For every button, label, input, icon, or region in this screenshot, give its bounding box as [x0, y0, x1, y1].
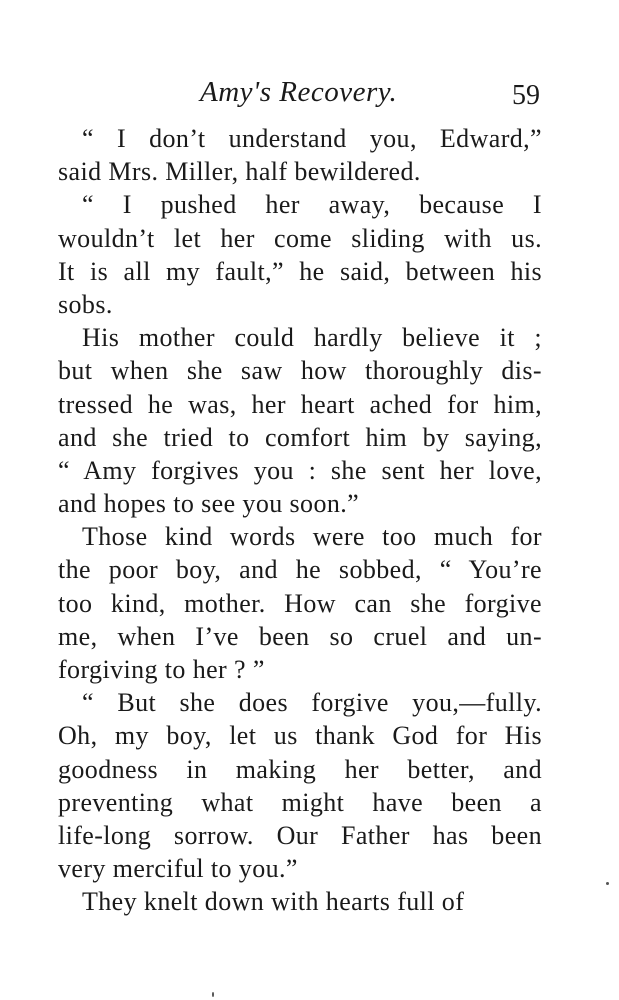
paragraph — [58, 188, 542, 321]
paragraph — [58, 321, 542, 520]
paragraph — [58, 686, 542, 885]
running-head — [0, 76, 619, 116]
text-line: His mother could hardly believe it ; — [82, 323, 542, 353]
paragraph — [58, 885, 542, 918]
text-line: but when she saw how thoroughly dis- — [58, 356, 542, 386]
text-line: the poor boy, and he sobbed, “ You’re — [58, 555, 542, 585]
text-line: and hopes to see you soon.” — [58, 489, 360, 519]
text-line: “ I don’t understand you, Edward,” — [82, 124, 542, 153]
text-line: life-long sorrow. Our Father has been — [58, 820, 542, 850]
text-line: Oh, my boy, let us thank God for His — [58, 721, 542, 751]
text-line: “ But she does forgive you,—fully. — [82, 688, 542, 718]
text-line: me, when I’ve been so cruel and un- — [58, 621, 542, 651]
paragraph — [58, 520, 542, 686]
text-line: forgiving to her ? ” — [58, 655, 265, 684]
body-text — [58, 122, 542, 919]
text-line: “ I pushed her away, because I — [82, 190, 542, 220]
text-line: It is all my fault,” he said, between his — [58, 256, 542, 286]
print-speck — [606, 882, 609, 885]
paragraph — [58, 122, 542, 188]
text-line: wouldn’t let her come sliding with us. — [58, 223, 542, 253]
text-line: very merciful to you.” — [58, 854, 298, 884]
text-line: They knelt down with hearts full of — [82, 887, 465, 917]
text-line: Those kind words were too much for — [82, 522, 542, 552]
text-line: “ Amy forgives you : she sent her love, — [58, 455, 542, 485]
running-title: Amy's Recovery. — [200, 76, 398, 108]
text-line: and she tried to comfort him by saying, — [58, 422, 542, 452]
text-line: said Mrs. Miller, half bewildered. — [58, 157, 421, 187]
text-line: goodness in making her better, and — [58, 754, 542, 784]
print-speck — [212, 992, 214, 997]
page-number: 59 — [512, 80, 540, 111]
text-line: preventing what might have been a — [58, 787, 542, 817]
text-line: sobs. — [58, 289, 113, 319]
text-line: tressed he was, her heart ached for him, — [58, 389, 542, 419]
text-line: too kind, mother. How can she forgive — [58, 588, 542, 618]
